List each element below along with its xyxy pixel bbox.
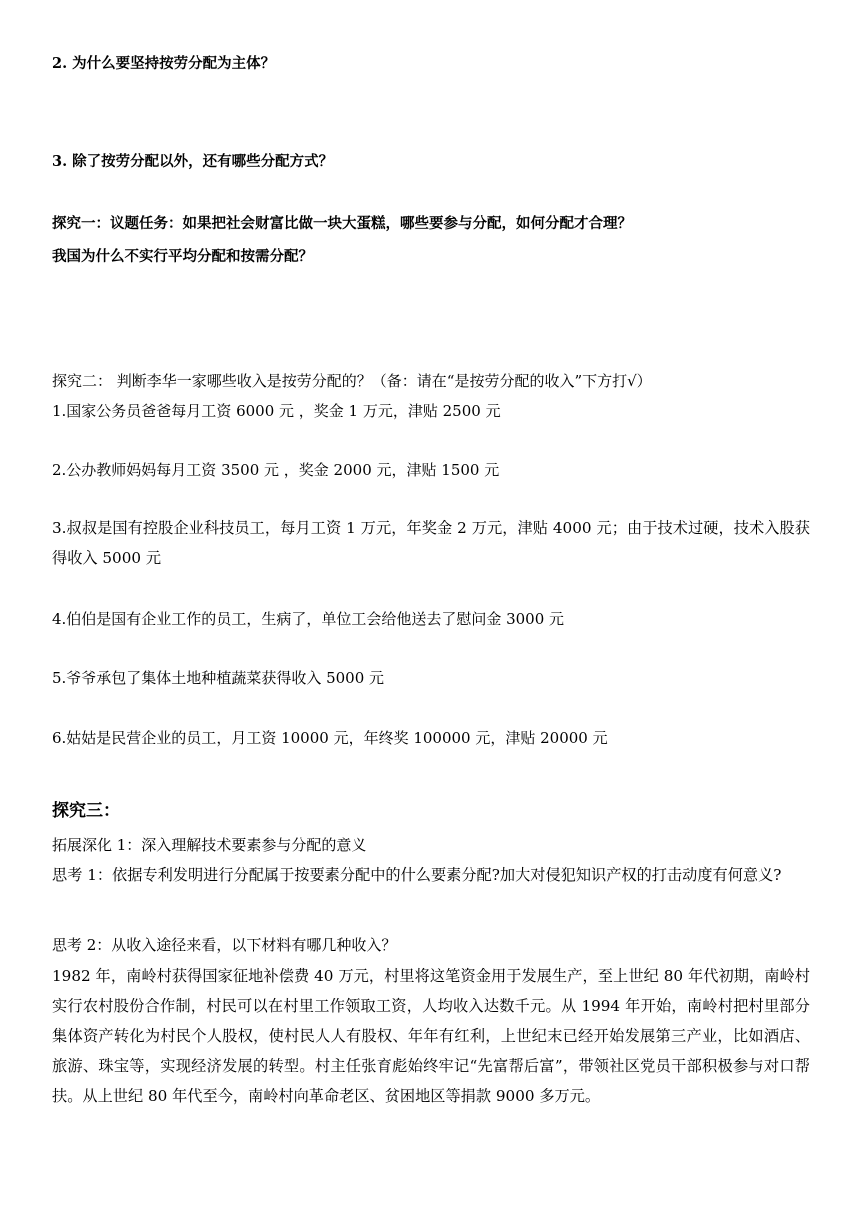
inquiry1-question: 我国为什么不实行平均分配和按需分配？ xyxy=(52,248,313,265)
inquiry1-task: 探究一：议题任务：如果把社会财富比做一块大蛋糕，哪些要参与分配，如何分配才合理？ xyxy=(52,215,632,232)
income-item-6: 6.姑姑是民营企业的员工，月工资 10000 元，年终奖 100000 元，津贴 20000 元 xyxy=(52,729,608,747)
question-3: 3. 除了按劳分配以外，还有哪些分配方式？ xyxy=(52,153,334,170)
nanling-material: 1982 年，南岭村获得国家征地补偿费 40 万元，村里将这笔资金用于发展生产，至上世纪 80 年代初期，南岭村实行农村股份合作制，村民可以在村里工作领取工资，人均收入达数千元。从 1994 年开始，南岭村把村里部分集体资产转化为村民个人股权，使村民人人有股权、年年有红利，上世纪末已经开始发展第三产业，比如酒店、旅游、珠宝等，实现经济发展的转型。村主任张育彪始终牢记“先富帮后富”，带领社区党员干部积极参与对口帮扶。从上世纪 80 年代至今，南岭村向革命老区、贫困地区等捐款 9000 多万元。 xyxy=(52,967,810,1105)
think-1: 思考 1：依据专利发明进行分配属于按要素分配中的什么要素分配?加大对侵犯知识产权的打击动度有何意义? xyxy=(52,866,782,884)
question-2: 2. 为什么要坚持按劳分配为主体？ xyxy=(52,55,276,72)
extend-1: 拓展深化 1：深入理解技术要素参与分配的意义 xyxy=(52,836,367,854)
income-item-4: 4.伯伯是国有企业工作的员工，生病了，单位工会给他送去了慰问金 3000 元 xyxy=(52,610,565,628)
income-item-5: 5.爷爷承包了集体土地种植蔬菜获得收入 5000 元 xyxy=(52,669,385,687)
income-item-1: 1.国家公务员爸爸每月工资 6000 元 ，奖金 1 万元，津贴 2500 元 xyxy=(52,402,501,420)
think-2: 思考 2：从收入途径来看，以下材料有哪几种收入？ xyxy=(52,936,397,954)
inquiry2-prompt: 探究二： 判断李华一家哪些收入是按劳分配的？（备：请在“是按劳分配的收入”下方打√） xyxy=(52,372,652,390)
income-item-3: 3.叔叔是国有控股企业科技员工，每月工资 1 万元，年奖金 2 万元，津贴 4000 元；由于技术过硬，技术入股获得收入 5000 元 xyxy=(52,519,810,567)
inquiry3-heading: 探究三： xyxy=(52,801,120,821)
income-item-2: 2.公办教师妈妈每月工资 3500 元 ，奖金 2000 元，津贴 1500 元 xyxy=(52,461,500,479)
